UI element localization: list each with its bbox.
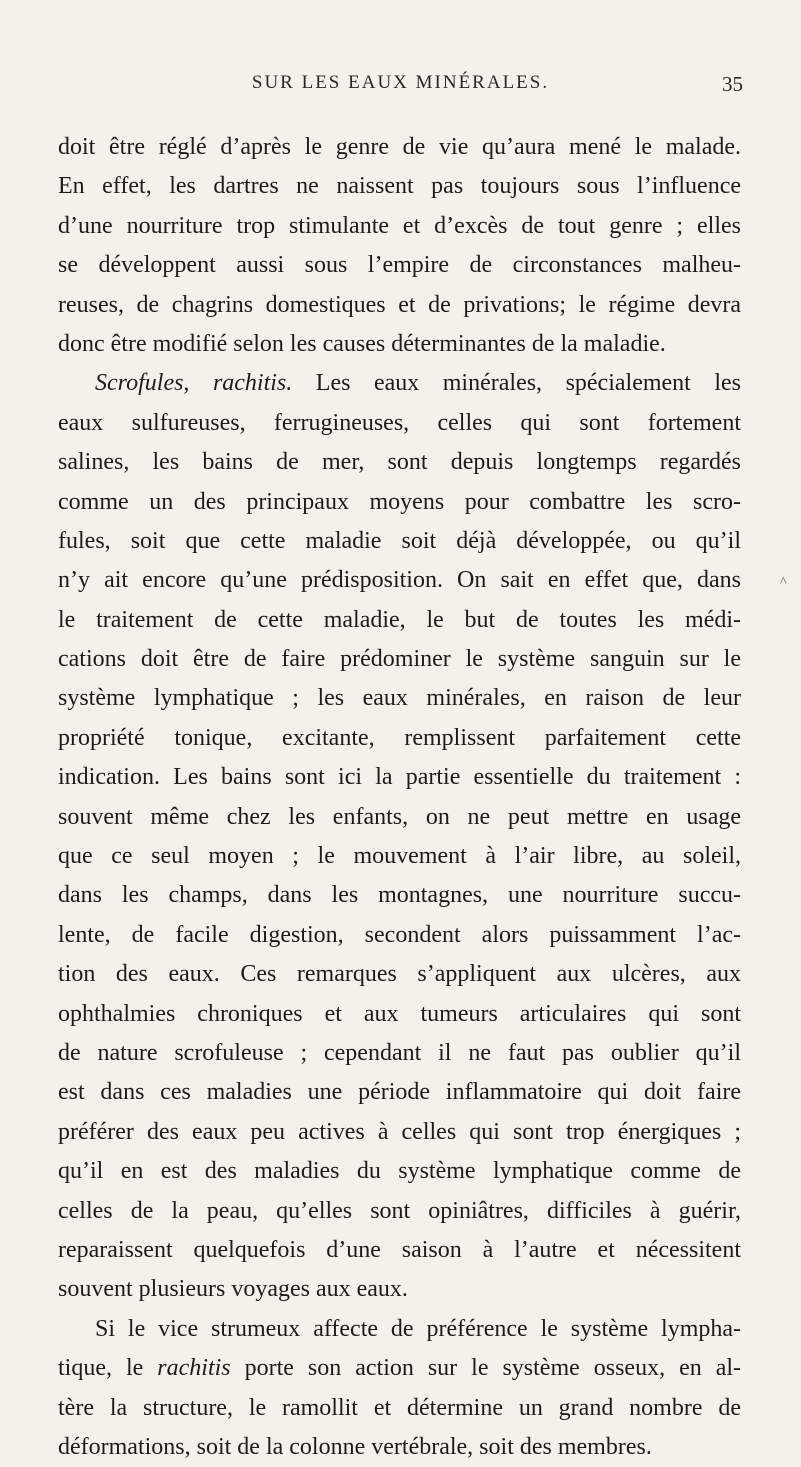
text-line: se développent aussi sous l’empire de circonstances malheu- [58,252,741,279]
text-line: système lymphatique ; les eaux minérales, en raison de leur [58,685,741,712]
text-line: En effet, les dartres ne naissent pas toujours sous l’influence [58,173,741,200]
body-text [58,128,741,1467]
running-title: SUR LES EAUX MINÉRALES. [251,72,550,93]
text-line: cations doit être de faire prédominer le système sanguin sur le [58,646,741,673]
text-line: souvent plusieurs voyages aux eaux. [58,1276,408,1303]
text-line: qu’il en est des maladies du système lymphatique comme de [58,1158,741,1185]
margin-mark: ^ [780,575,787,590]
text-line: reparaissent quelquefois d’une saison à l’autre et nécessitent [58,1236,741,1263]
text-line: n’y ait encore qu’une prédisposition. On sait en effet que, dans [58,567,741,594]
text-line: indication. Les bains sont ici la partie essentielle du traitement : [58,764,741,791]
text-line: donc être modifié selon les causes déterminantes de la maladie. [58,330,666,357]
text-line: tère la structure, le ramollit et détermine un grand nombre de [58,1394,741,1421]
text-line: dans les champs, dans les montagnes, une nourriture succu- [58,882,741,909]
text-line: propriété tonique, excitante, remplissent parfaitement cette [58,724,741,751]
text-line: salines, les bains de mer, sont depuis longtemps regardés [58,449,741,476]
running-head [0,72,801,102]
text-segment: Les eaux minérales, spécialement les [292,370,741,397]
italic-term: rachitis [157,1355,231,1382]
text-line: doit être réglé d’après le genre de vie qu’aura mené le malade. [58,134,741,160]
text-line: eaux sulfureuses, ferrugineuses, celles qui sont fortement [58,409,741,436]
text-line: déformations, soit de la colonne vertébrale, soit des membres. [58,1433,652,1460]
text-line: est dans ces maladies une période inflammatoire qui doit faire [58,1079,741,1106]
text-line: le traitement de cette maladie, le but de toutes les médi- [58,606,741,633]
page-number: 35 [722,72,743,96]
text-line: de nature scrofuleuse ; cependant il ne faut pas oublier qu’il [58,1039,741,1066]
text-line: ophthalmies chroniques et aux tumeurs articulaires qui sont [58,1000,741,1027]
text-line: préférer des eaux peu actives à celles qui sont trop énergiques ; [58,1118,741,1145]
text-line-scrofules [58,364,741,403]
text-line: que ce seul moyen ; le mouvement à l’air libre, au soleil, [58,843,741,870]
text-line: fules, soit que cette maladie soit déjà développée, ou qu’il [58,527,741,554]
text-line: celles de la peau, qu’elles sont opiniâtres, difficiles à guérir, [58,1197,741,1224]
section-heading-italic: Scrofules, rachitis. [95,370,293,397]
text-line: comme un des principaux moyens pour combattre les scro- [58,488,741,515]
text-line: souvent même chez les enfants, on ne peut mettre en usage [58,803,741,830]
text-line: d’une nourriture trop stimulante et d’excès de tout genre ; elles [58,212,741,239]
text-line: tion des eaux. Ces remarques s’appliquent aux ulcères, aux [58,961,741,988]
text-segment: tique, le [58,1355,158,1382]
text-segment: porte son action sur le système osseux, en al- [230,1355,741,1382]
text-line: Si le vice strumeux affecte de préférence le système lympha- [95,1315,741,1342]
text-line: lente, de facile digestion, secondent alors puissamment l’ac- [58,921,741,948]
text-line: reuses, de chagrins domestiques et de privations; le régime devra [58,291,741,318]
text-line-rachitis [58,1349,741,1388]
